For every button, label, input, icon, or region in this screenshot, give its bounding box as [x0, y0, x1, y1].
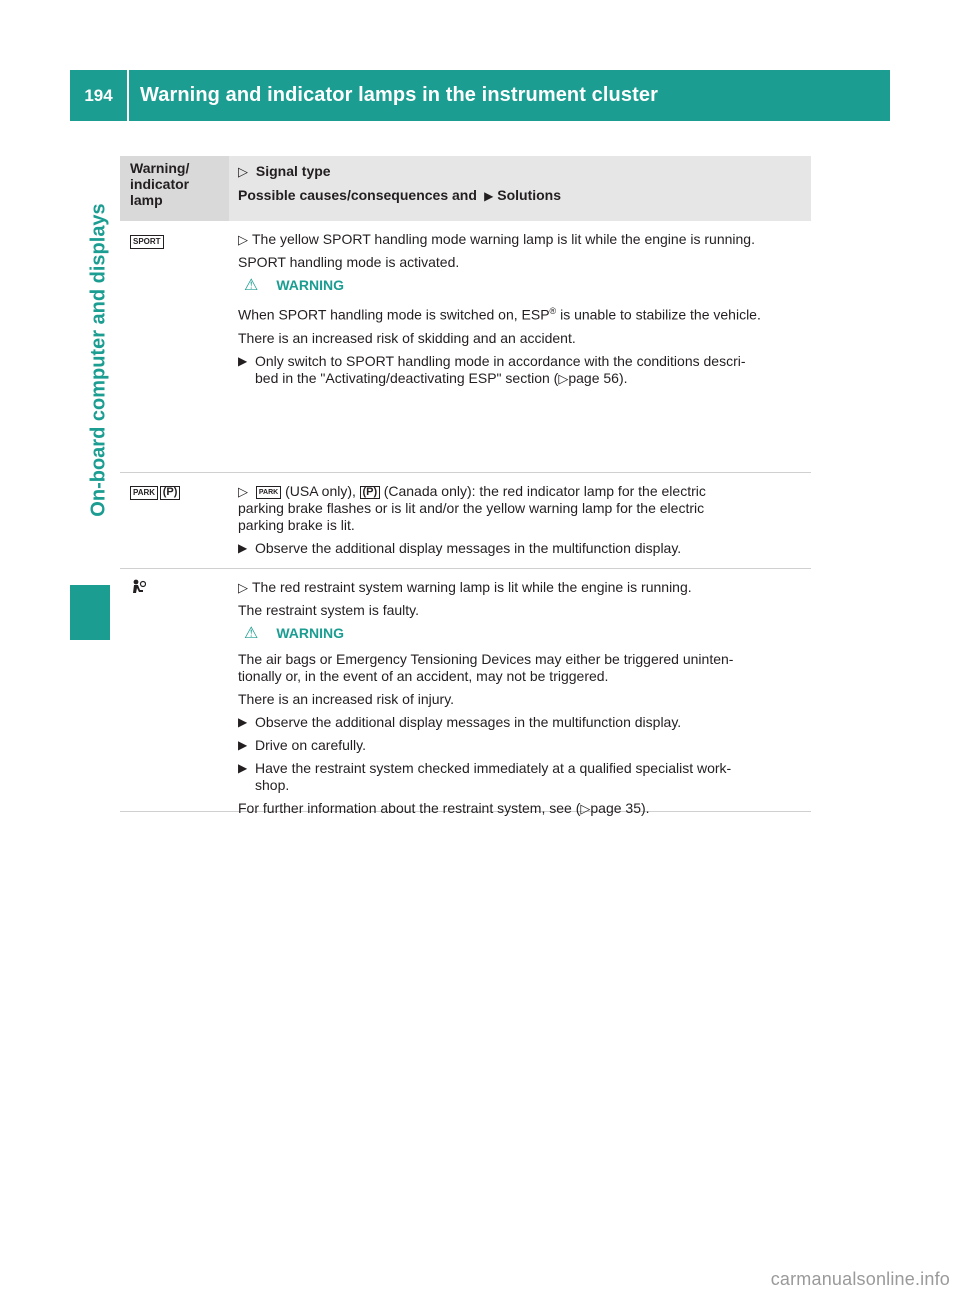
solution-step [238, 737, 811, 754]
lamp-cell [120, 473, 229, 568]
warning-text [238, 303, 811, 324]
header-lamp-line: Warning/ [130, 160, 190, 176]
header-lamp-column [120, 156, 229, 221]
cause-text: The restraint system is faulty. [238, 602, 420, 618]
table-row [120, 569, 811, 816]
warning-text: tionally or, in the event of an accident, may not be triggered. [238, 668, 609, 684]
step-text: Observe the additional display messages in the multifunction display. [255, 714, 682, 730]
solution-arrow-icon: ▶ [238, 353, 248, 368]
warning-text-part: When SPORT handling mode is switched on, ESP [238, 306, 550, 323]
table-row [120, 473, 811, 569]
side-section-tab [70, 585, 110, 640]
further-info-part: For further information about the restraint system, see ( [238, 800, 581, 816]
signal-text: parking brake is lit. [238, 517, 355, 533]
solution-arrow-icon: ▶ [238, 541, 248, 555]
warning-label: WARNING [276, 625, 345, 641]
step-text [255, 370, 811, 387]
solution-step [238, 760, 811, 794]
lamp-cell [120, 221, 229, 472]
park-inline-icon: PARK [256, 486, 281, 499]
header-causes-label: Possible causes/consequences and [238, 187, 477, 203]
watermark: carmanualsonline.info [770, 1269, 950, 1289]
solution-step [238, 353, 811, 387]
signal-text: The yellow SPORT handling mode warning lamp is lit while the engine is running. [252, 231, 755, 247]
header-lamp-line: indicator [130, 176, 190, 192]
signal-triangle-icon: ▷ [238, 580, 248, 595]
warning-triangle-icon: ⚠ [244, 625, 259, 642]
step-text: Have the restraint system checked immediately at a qualified specialist work- [255, 760, 732, 776]
step-text-part: bed in the "Activating/deactivating ESP" section ( [255, 369, 559, 386]
solution-arrow-icon: ▶ [480, 189, 494, 203]
registered-mark: ® [549, 306, 557, 316]
warning-label: WARNING [276, 277, 345, 293]
header-solution-column [229, 156, 811, 221]
warning-heading [244, 277, 811, 294]
parking-brake-icon: (P) [160, 486, 180, 500]
warning-heading [244, 625, 811, 642]
signal-text-part: (Canada only): the red indicator lamp for the electric [383, 483, 706, 499]
signal-text-part: (USA only), [285, 483, 356, 499]
description-cell [229, 473, 811, 568]
header-signal-type [238, 163, 811, 180]
side-section-text: On-board computer and displays [87, 203, 110, 517]
parking-brake-inline-icon: (P) [360, 486, 380, 499]
risk-text: There is an increased risk of injury. [238, 691, 455, 707]
warning-text-part: is unable to stabilize the vehicle. [556, 306, 761, 323]
table-header [120, 156, 811, 221]
step-text: Drive on carefully. [255, 737, 367, 753]
solution-step [238, 540, 811, 557]
header-lamp-line: lamp [130, 192, 163, 208]
park-lamp-icon: PARK [130, 486, 158, 500]
step-text: Observe the additional display messages in the multifunction display. [255, 540, 682, 556]
airbag-person-icon [130, 584, 146, 601]
step-text: shop. [255, 777, 290, 793]
airbag-person-svg [130, 579, 146, 597]
lamp-table [120, 156, 811, 816]
signal-triangle-icon: ▷ [238, 484, 248, 499]
header-causes [238, 187, 811, 204]
description-cell [229, 569, 811, 816]
side-section-label [84, 130, 114, 590]
signal-text: The red restraint system warning lamp is lit while the engine is running. [252, 579, 692, 595]
header-divider [127, 70, 129, 121]
solution-arrow-icon: ▶ [238, 738, 248, 752]
page-reference-link[interactable]: page 35). [590, 800, 650, 816]
page-ref-icon: ▷ [558, 370, 569, 386]
page-ref-icon: ▷ [580, 801, 591, 816]
step-text: Only switch to SPORT handling mode in accordance with the conditions descri- [255, 352, 746, 369]
signal-text: parking brake flashes or is lit and/or the yellow warning lamp for the electric [238, 500, 705, 516]
signal-triangle-icon: ▷ [238, 232, 248, 247]
cause-text: SPORT handling mode is activated. [238, 254, 460, 270]
warning-text: The air bags or Emergency Tensioning Devices may either be triggered uninten- [238, 651, 734, 667]
page-number: 194 [84, 85, 113, 105]
header-signal-label: Signal type [255, 163, 331, 179]
signal-text [238, 483, 811, 500]
solution-step [238, 714, 811, 731]
sport-lamp-icon: SPORT [130, 235, 164, 249]
page-reference-link[interactable]: page 56). [568, 369, 628, 386]
risk-text: There is an increased risk of skidding and an accident. [238, 329, 576, 346]
further-info-text [238, 800, 811, 817]
description-cell [229, 221, 811, 472]
table-row [120, 221, 811, 473]
header-solutions-label: Solutions [497, 187, 562, 203]
solution-arrow-icon: ▶ [238, 715, 248, 729]
page-title: Warning and indicator lamps in the instrument cluster [140, 84, 658, 106]
warning-triangle-icon: ⚠ [244, 277, 259, 294]
solution-arrow-icon: ▶ [238, 761, 248, 775]
signal-triangle-icon: ▷ [238, 164, 248, 179]
lamp-cell [120, 569, 229, 811]
